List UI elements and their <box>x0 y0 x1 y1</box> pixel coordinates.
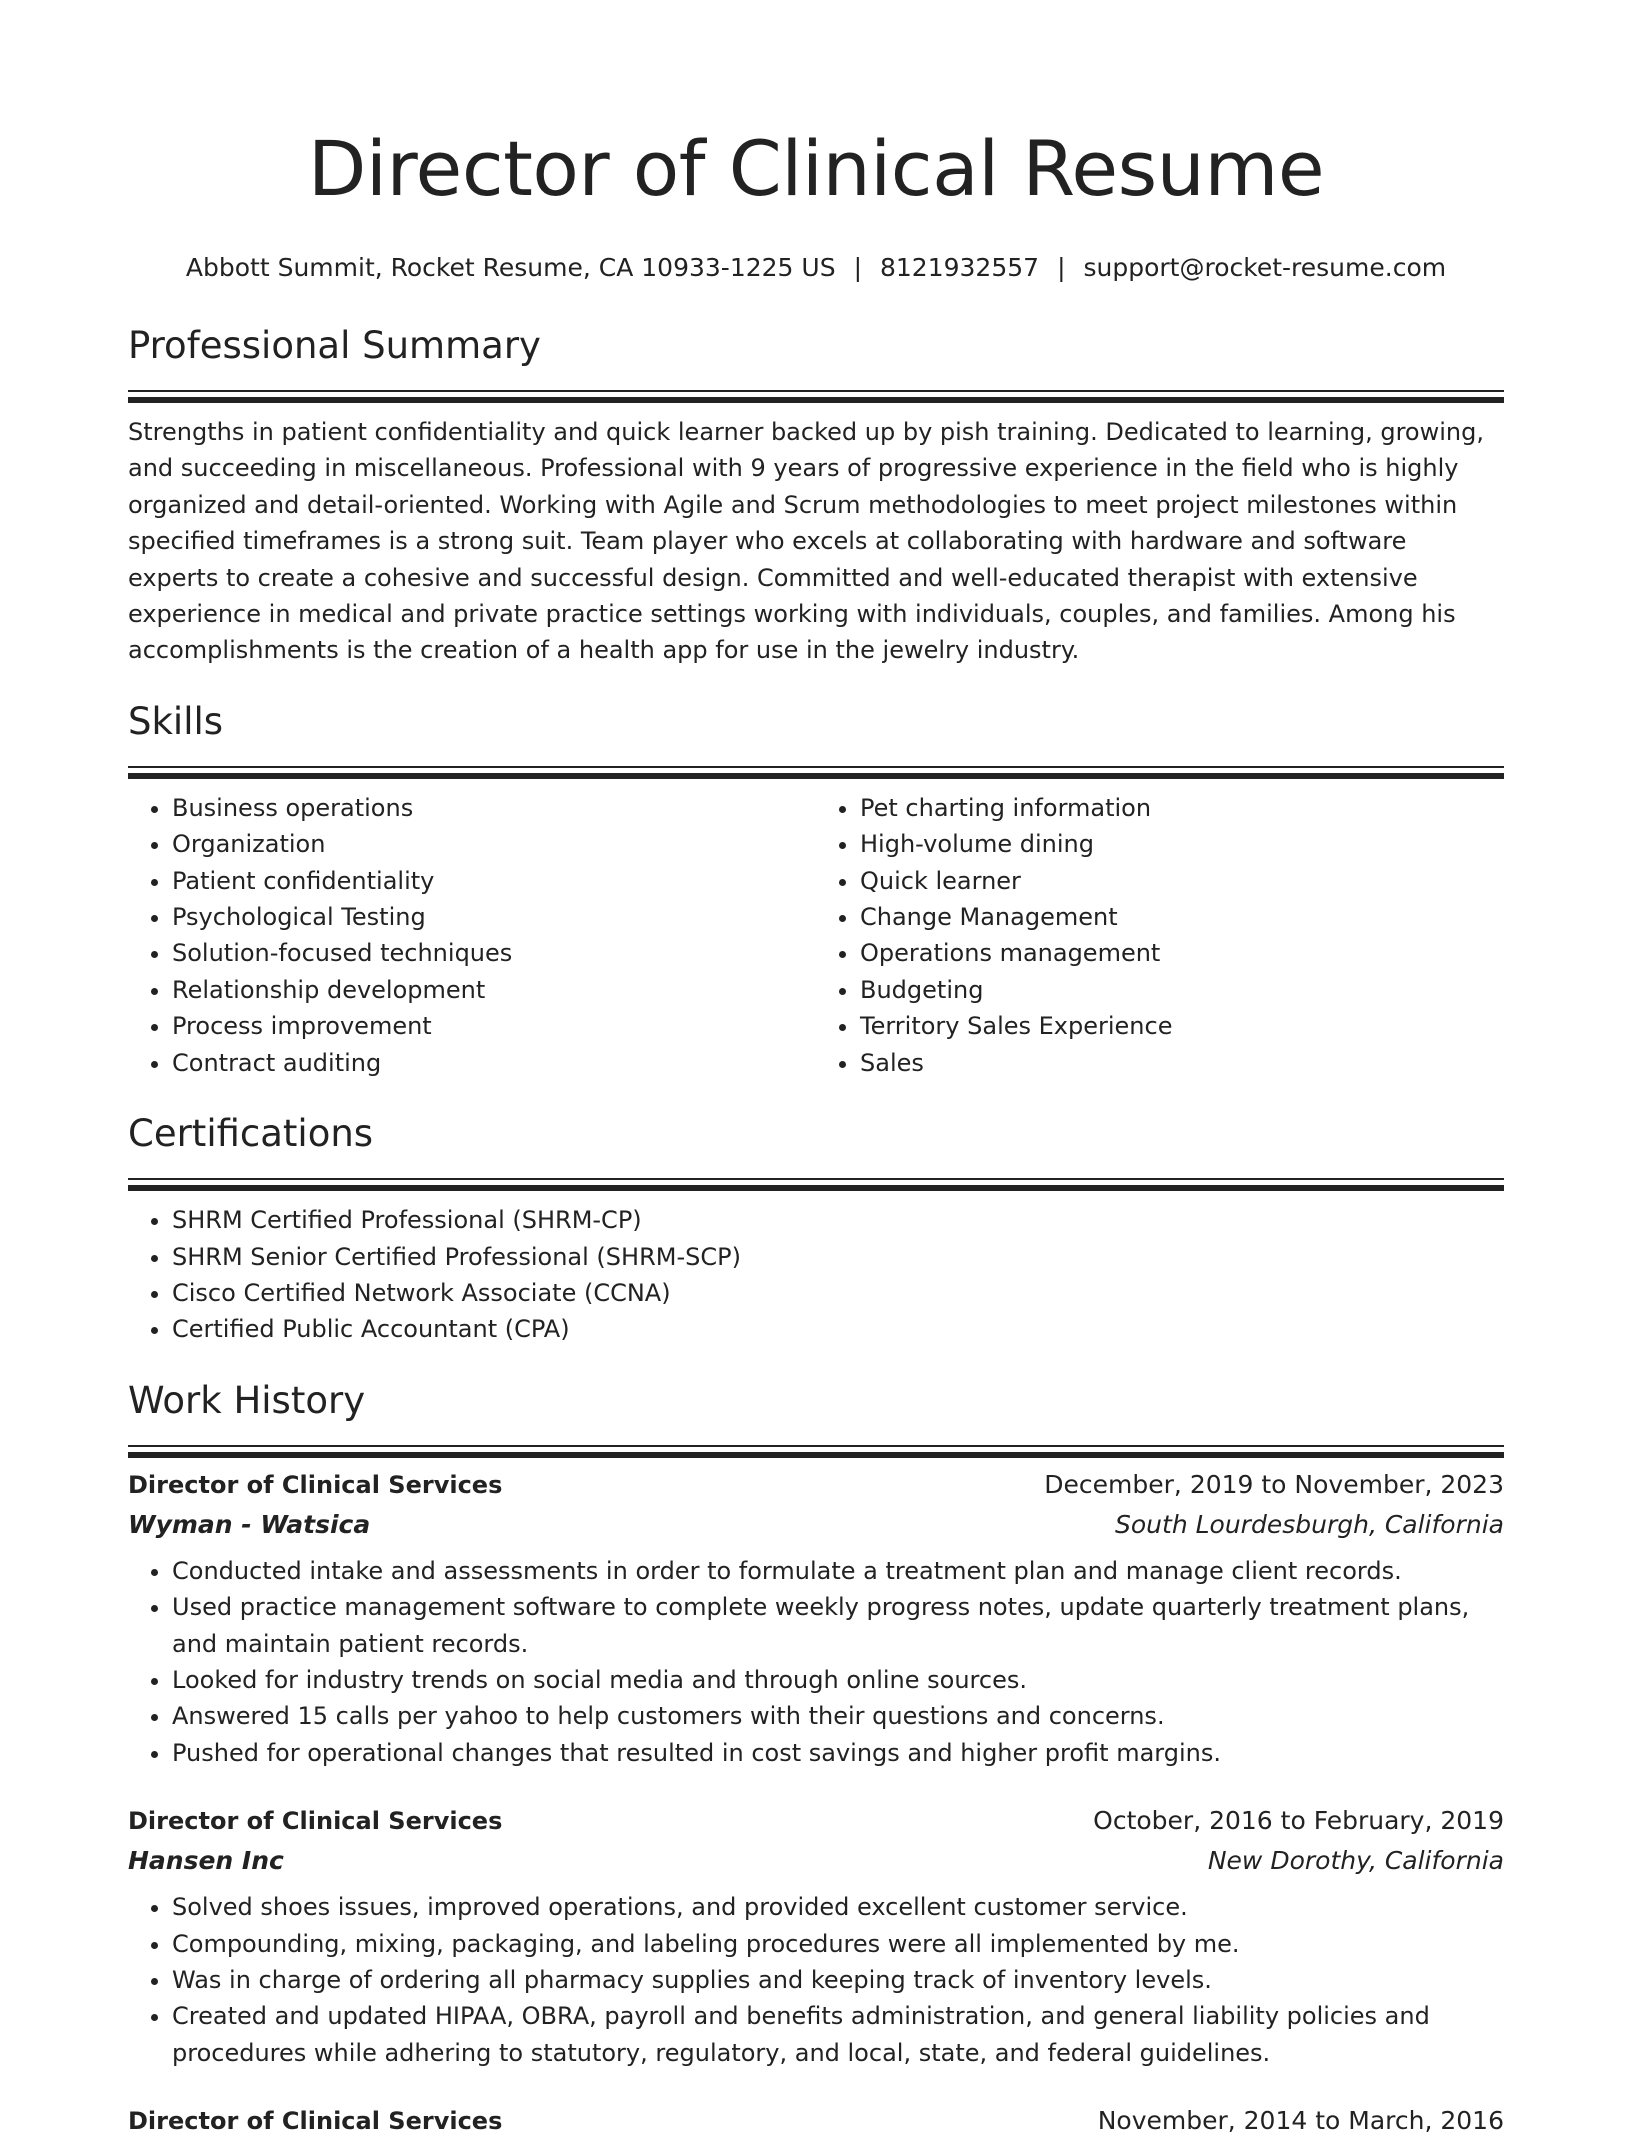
job-bullet: • Created and updated HIPAA, OBRA, payroll and benefits administration, and general liability policies and procedures while adhering to statutory, regulatory, and local, state, and federal guidelines. <box>172 1998 1504 2071</box>
job-subheader <box>128 1841 1504 1881</box>
job-company: Wyman - Watsica <box>128 1509 371 1539</box>
contact-separator: | <box>1057 253 1066 282</box>
certifications-section <box>128 1110 1504 1348</box>
skill-item: • Contract auditing <box>172 1045 816 1081</box>
job-header <box>128 1465 1504 1505</box>
skill-item: • Quick learner <box>860 863 1504 899</box>
summary-section <box>128 322 1504 669</box>
skill-item: • Pet charting information <box>860 790 1504 826</box>
contact-separator: | <box>853 253 862 282</box>
job-bullet: • Conducted intake and assessments in order to formulate a treatment plan and manage client records. <box>172 1553 1504 1589</box>
section-divider <box>128 766 1504 780</box>
certification-item: • Cisco Certified Network Associate (CCNA) <box>172 1275 1504 1311</box>
job-bullets <box>128 1553 1504 1771</box>
certifications-list <box>128 1202 1504 1348</box>
job-bullet: • Used practice management software to complete weekly progress notes, update quarterly treatment plans, and maintain patient records. <box>172 1589 1504 1662</box>
skill-item: • Budgeting <box>860 972 1504 1008</box>
job-dates: November, 2014 to March, 2016 <box>1097 2106 1504 2136</box>
resume-title: Director of Clinical Resume <box>307 124 1325 213</box>
job-location: New Dorothy, California <box>1207 1846 1504 1876</box>
summary-heading: Professional Summary <box>128 324 541 367</box>
certification-item: • SHRM Senior Certified Professional (SHRM-SCP) <box>172 1239 1504 1275</box>
job-bullet: • Solved shoes issues, improved operations, and provided excellent customer service. <box>172 1889 1504 1925</box>
work-history-heading: Work History <box>128 1378 366 1422</box>
job-dates: December, 2019 to November, 2023 <box>1044 1469 1504 1499</box>
contact-email: support@rocket-resume.com <box>1083 253 1447 282</box>
skill-item: • Sales <box>860 1045 1504 1081</box>
job-dates: October, 2016 to February, 2019 <box>1093 1806 1504 1836</box>
section-divider <box>128 1178 1504 1192</box>
job-header <box>128 1801 1504 1841</box>
job-bullet: • Pushed for operational changes that resulted in cost savings and higher profit margins. <box>172 1735 1504 1771</box>
skill-item: • Relationship development <box>172 972 816 1008</box>
skills-right-column <box>816 790 1504 1081</box>
job-company: Hansen Inc <box>128 1846 284 1876</box>
certifications-heading: Certifications <box>128 1112 374 1156</box>
skills-section <box>128 698 1504 1081</box>
skill-item: • Psychological Testing <box>172 899 816 935</box>
job-subheader <box>128 1505 1504 1545</box>
job-title: Director of Clinical Services <box>128 1470 503 1499</box>
summary-text: Strengths in patient confidentiality and quick learner backed up by pish training. Dedicated to learning, growing, and succeeding in miscellaneous. Professional with 9 years of progressive experience in the field who is highly organized and detail-oriented. Working with Agile and Scrum methodologies to meet project milestones within specified timeframes is a strong suit. Team player who excels at collaborating with hardware and software experts to create a cohesive and successful design. Committed and well-educated therapist with extensive experience in medical and private practice settings working with individuals, couples, and families. Among his accomplishments is the creation of a health app for use in the jewelry industry. <box>128 418 1484 665</box>
skills-left-list <box>128 790 816 1081</box>
certification-item: • Certified Public Accountant (CPA) <box>172 1311 1504 1347</box>
job-bullet: • Was in charge of ordering all pharmacy supplies and keeping track of inventory levels. <box>172 1962 1504 1998</box>
skills-right-list <box>816 790 1504 1081</box>
job-entry <box>128 2101 1504 2141</box>
job-bullet: • Looked for industry trends on social media and through online sources. <box>172 1662 1504 1698</box>
job-bullets <box>128 1889 1504 2071</box>
skill-item: • Change Management <box>860 899 1504 935</box>
job-bullet: • Answered 15 calls per yahoo to help customers with their questions and concerns. <box>172 1698 1504 1734</box>
skill-item: • Territory Sales Experience <box>860 1008 1504 1044</box>
skills-heading: Skills <box>128 699 224 743</box>
section-divider <box>128 1445 1504 1459</box>
contact-line <box>128 252 1504 284</box>
job-header <box>128 2101 1504 2141</box>
section-divider <box>128 390 1504 404</box>
job-entry <box>128 1465 1504 1771</box>
job-bullet: • Compounding, mixing, packaging, and labeling procedures were all implemented by me. <box>172 1926 1504 1962</box>
contact-phone: 8121932557 <box>880 253 1040 282</box>
skills-left-column <box>128 790 816 1081</box>
job-entry <box>128 1801 1504 2071</box>
contact-address: Abbott Summit, Rocket Resume, CA 10933-1225 US <box>185 253 836 282</box>
skill-item: • High-volume dining <box>860 826 1504 862</box>
job-title: Director of Clinical Services <box>128 2107 503 2136</box>
skill-item: • Patient confidentiality <box>172 863 816 899</box>
job-title: Director of Clinical Services <box>128 1807 503 1836</box>
skill-item: • Solution-focused techniques <box>172 935 816 971</box>
resume-page <box>128 0 1504 2141</box>
certification-item: • SHRM Certified Professional (SHRM-CP) <box>172 1202 1504 1238</box>
skill-item: • Organization <box>172 826 816 862</box>
skills-columns <box>128 790 1504 1081</box>
job-location: South Lourdesburgh, California <box>1115 1509 1504 1539</box>
skill-item: • Business operations <box>172 790 816 826</box>
work-history-section <box>128 1377 1504 2141</box>
skill-item: • Operations management <box>860 935 1504 971</box>
skill-item: • Process improvement <box>172 1008 816 1044</box>
